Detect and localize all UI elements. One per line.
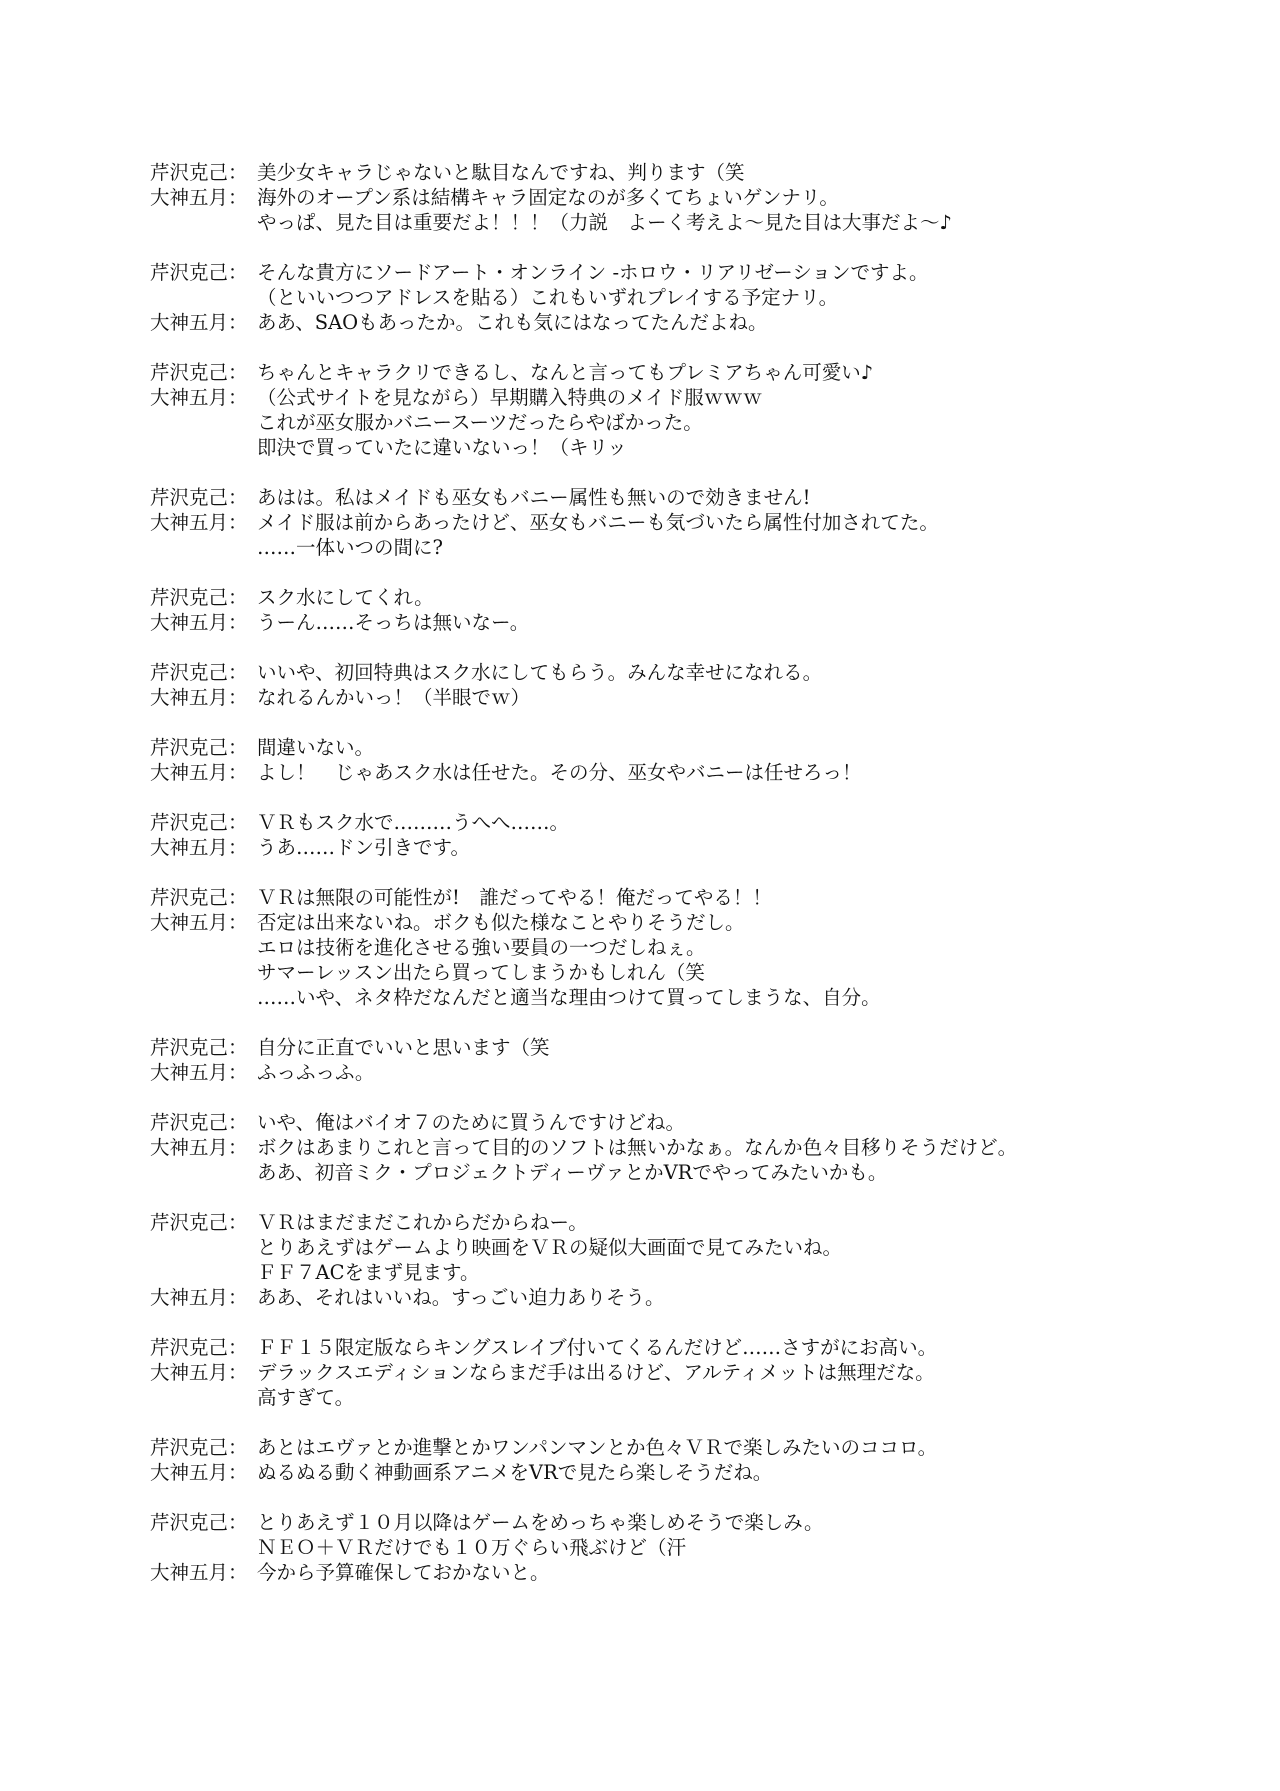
line-text: とりあえず１０月以降はゲームをめっちゃ楽しめそうで楽しみ。 bbox=[257, 1511, 824, 1534]
line-text: 美少女キャラじゃないと駄目なんですね、判ります（笑 bbox=[257, 161, 745, 184]
dialogue-line bbox=[150, 835, 1250, 860]
speaker-name: 芹沢克己： bbox=[150, 1336, 248, 1359]
dialogue-line bbox=[150, 960, 1250, 985]
speaker-name: 芹沢克己： bbox=[150, 736, 248, 759]
dialogue-line bbox=[150, 410, 1250, 435]
line-text: （といいつつアドレスを貼る）これもいずれプレイする予定ナリ。 bbox=[257, 286, 839, 309]
line-text: ぬるぬる動く神動画系アニメをVRで見たら楽しそうだね。 bbox=[257, 1461, 773, 1484]
dialogue-line bbox=[150, 660, 1250, 685]
line-text: 即決で買っていたに違いないっ！（キリッ bbox=[257, 436, 627, 459]
speaker-name: 芹沢克己： bbox=[150, 1211, 248, 1234]
line-text: 間違いない。 bbox=[257, 736, 375, 759]
speaker-name: 大神五月： bbox=[150, 511, 248, 534]
dialogue-exchange bbox=[150, 485, 1250, 560]
speaker-name bbox=[150, 985, 257, 1010]
line-text: ……いや、ネタ枠だなんだと適当な理由つけて買ってしまうな、自分。 bbox=[257, 986, 881, 1009]
dialogue-exchange bbox=[150, 810, 1250, 860]
line-text: ボクはあまりこれと言って目的のソフトは無いかなぁ。なんか色々目移りそうだけど。 bbox=[257, 1136, 1018, 1159]
dialogue-exchange bbox=[150, 1035, 1250, 1085]
speaker-name bbox=[150, 1535, 257, 1560]
dialogue-line bbox=[150, 1110, 1250, 1135]
speaker-name bbox=[150, 410, 257, 435]
line-text: いや、俺はバイオ７のために買うんですけどね。 bbox=[257, 1111, 686, 1134]
dialogue-exchange bbox=[150, 260, 1250, 335]
dialogue-exchange bbox=[150, 585, 1250, 635]
speaker-name: 大神五月： bbox=[150, 761, 248, 784]
line-text: デラックスエディションならまだ手は出るけど、アルティメットは無理だな。 bbox=[257, 1361, 935, 1384]
speaker-name bbox=[150, 935, 257, 960]
dialogue-exchange bbox=[150, 660, 1250, 710]
speaker-name: 大神五月： bbox=[150, 1461, 248, 1484]
speaker-name: 芹沢克己： bbox=[150, 586, 248, 609]
dialogue-line bbox=[150, 1235, 1250, 1260]
dialogue-line bbox=[150, 285, 1250, 310]
line-text: 否定は出来ないね。ボクも似た様なことやりそうだし。 bbox=[257, 911, 745, 934]
speaker-name: 芹沢克己： bbox=[150, 661, 248, 684]
line-text: 自分に正直でいいと思います（笑 bbox=[257, 1036, 550, 1059]
line-text: 海外のオープン系は結構キャラ固定なのが多くてちょいゲンナリ。 bbox=[257, 186, 839, 209]
dialogue-line bbox=[150, 160, 1250, 185]
speaker-name: 芹沢克己： bbox=[150, 886, 248, 909]
dialogue-line bbox=[150, 1160, 1250, 1185]
dialogue-line bbox=[150, 760, 1250, 785]
speaker-name: 大神五月： bbox=[150, 386, 248, 409]
dialogue-line bbox=[150, 685, 1250, 710]
speaker-name: 芹沢克己： bbox=[150, 161, 248, 184]
speaker-name: 大神五月： bbox=[150, 611, 248, 634]
speaker-name: 大神五月： bbox=[150, 836, 248, 859]
line-text: うあ……ドン引きです。 bbox=[257, 836, 470, 859]
line-text: ＶＲもスク水で………うへへ……。 bbox=[257, 811, 570, 834]
dialogue-line bbox=[150, 1285, 1250, 1310]
line-text: うーん……そっちは無いなー。 bbox=[257, 611, 530, 634]
speaker-name bbox=[150, 285, 257, 310]
speaker-name bbox=[150, 1385, 257, 1410]
dialogue-line bbox=[150, 1535, 1250, 1560]
speaker-name: 芹沢克己： bbox=[150, 811, 248, 834]
dialogue-exchange bbox=[150, 1335, 1250, 1410]
dialogue-line bbox=[150, 360, 1250, 385]
dialogue-line bbox=[150, 1560, 1250, 1585]
dialogue-line bbox=[150, 1510, 1250, 1535]
speaker-name bbox=[150, 960, 257, 985]
line-text: ＦＦ７ACをまず見ます。 bbox=[257, 1261, 480, 1284]
dialogue-line bbox=[150, 485, 1250, 510]
line-text: とりあえずはゲームより映画をＶＲの疑似大画面で見てみたいね。 bbox=[257, 1236, 843, 1259]
speaker-name: 芹沢克己： bbox=[150, 1036, 248, 1059]
dialogue-line bbox=[150, 1060, 1250, 1085]
line-text: ああ、SAOもあったか。これも気にはなってたんだよね。 bbox=[257, 311, 768, 334]
dialogue-line bbox=[150, 585, 1250, 610]
dialogue-line bbox=[150, 510, 1250, 535]
dialogue-exchange bbox=[150, 735, 1250, 785]
line-text: ちゃんとキャラクリできるし、なんと言ってもプレミアちゃん可愛い♪ bbox=[257, 361, 874, 384]
line-text: ＶＲは無限の可能性が! 誰だってやる！俺だってやる！！ bbox=[257, 886, 772, 909]
line-text: エロは技術を進化させる強い要員の一つだしねぇ。 bbox=[257, 936, 706, 959]
speaker-name: 芹沢克己： bbox=[150, 1511, 248, 1534]
dialogue-exchange bbox=[150, 1110, 1250, 1185]
dialogue-exchange bbox=[150, 1210, 1250, 1310]
speaker-name: 大神五月： bbox=[150, 311, 248, 334]
dialogue-line bbox=[150, 810, 1250, 835]
dialogue-line bbox=[150, 1335, 1250, 1360]
speaker-name bbox=[150, 535, 257, 560]
speaker-name: 大神五月： bbox=[150, 1361, 248, 1384]
dialogue-exchange bbox=[150, 1510, 1250, 1585]
line-text: あはは。私はメイドも巫女もバニー属性も無いので効きません! bbox=[257, 486, 811, 509]
dialogue-line bbox=[150, 260, 1250, 285]
line-text: スク水にしてくれ。 bbox=[257, 586, 434, 609]
line-text: ああ、それはいいね。すっごい迫力ありそう。 bbox=[257, 1286, 665, 1309]
dialogue-line bbox=[150, 1360, 1250, 1385]
dialogue-line bbox=[150, 935, 1250, 960]
dialogue-line bbox=[150, 1135, 1250, 1160]
line-text: そんな貴方にソードアート・オンライン -ホロウ・リアリゼーションですよ。 bbox=[257, 261, 929, 284]
speaker-name bbox=[150, 1260, 257, 1285]
dialogue-line bbox=[150, 185, 1250, 210]
speaker-name: 大神五月： bbox=[150, 1061, 248, 1084]
speaker-name: 芹沢克己： bbox=[150, 1111, 248, 1134]
dialogue-line bbox=[150, 1460, 1250, 1485]
line-text: なれるんかいっ！（半眼でｗ） bbox=[257, 686, 531, 709]
line-text: ……一体いつの間に? bbox=[257, 536, 443, 559]
line-text: よし！ じゃあスク水は任せた。その分、巫女やバニーは任せろっ！ bbox=[257, 761, 862, 784]
line-text: 今から予算確保しておかないと。 bbox=[257, 1561, 550, 1584]
line-text: これが巫女服かバニースーツだったらやばかった。 bbox=[257, 411, 703, 434]
dialogue-exchange bbox=[150, 1435, 1250, 1485]
line-text: メイド服は前からあったけど、巫女もバニーも気づいたら属性付加されてた。 bbox=[257, 511, 939, 534]
line-text: （公式サイトを見ながら）早期購入特典のメイド服ｗｗｗ bbox=[257, 386, 763, 409]
dialogue-line bbox=[150, 435, 1250, 460]
speaker-name: 大神五月： bbox=[150, 686, 248, 709]
dialogue-line bbox=[150, 385, 1250, 410]
speaker-name bbox=[150, 1160, 257, 1185]
speaker-name bbox=[150, 1235, 257, 1260]
speaker-name: 大神五月： bbox=[150, 911, 248, 934]
line-text: ああ、初音ミク・プロジェクトディーヴァとかVRでやってみたいかも。 bbox=[257, 1161, 888, 1184]
dialogue-line bbox=[150, 885, 1250, 910]
dialogue-line bbox=[150, 1210, 1250, 1235]
dialogue-line bbox=[150, 1385, 1250, 1410]
speaker-name bbox=[150, 435, 257, 460]
dialogue-line bbox=[150, 610, 1250, 635]
dialogue-exchange bbox=[150, 360, 1250, 460]
speaker-name: 大神五月： bbox=[150, 1286, 248, 1309]
speaker-name: 大神五月： bbox=[150, 1561, 248, 1584]
speaker-name bbox=[150, 210, 257, 235]
dialogue-line bbox=[150, 535, 1250, 560]
line-text: あとはエヴァとか進撃とかワンパンマンとか色々ＶＲで楽しみたいのココロ。 bbox=[257, 1436, 938, 1459]
line-text: やっぱ、見た目は重要だよ！！！（力説 よーく考えよ～見た目は大事だよ～♪ bbox=[257, 211, 952, 234]
line-text: ＮＥＯ＋ＶＲだけでも１０万ぐらい飛ぶけど（汗 bbox=[257, 1536, 687, 1559]
line-text: 高すぎて。 bbox=[257, 1386, 355, 1409]
dialogue-line bbox=[150, 310, 1250, 335]
line-text: ＶＲはまだまだこれからだからねー。 bbox=[257, 1211, 588, 1234]
speaker-name: 大神五月： bbox=[150, 1136, 248, 1159]
speaker-name: 大神五月： bbox=[150, 186, 248, 209]
dialogue-line bbox=[150, 1260, 1250, 1285]
dialogue-line bbox=[150, 985, 1250, 1010]
dialogue-line bbox=[150, 1035, 1250, 1060]
dialogue-line bbox=[150, 910, 1250, 935]
dialogue-line bbox=[150, 735, 1250, 760]
dialogue-line bbox=[150, 1435, 1250, 1460]
line-text: いいや、初回特典はスク水にしてもらう。みんな幸せになれる。 bbox=[257, 661, 823, 684]
speaker-name: 芹沢克己： bbox=[150, 261, 248, 284]
dialogue-transcript bbox=[150, 160, 1250, 1610]
dialogue-exchange bbox=[150, 160, 1250, 235]
line-text: ふっふっふ。 bbox=[257, 1061, 375, 1084]
speaker-name: 芹沢克己： bbox=[150, 1436, 248, 1459]
dialogue-line bbox=[150, 210, 1250, 235]
line-text: サマーレッスン出たら買ってしまうかもしれん（笑 bbox=[257, 961, 705, 984]
speaker-name: 芹沢克己： bbox=[150, 361, 248, 384]
dialogue-exchange bbox=[150, 885, 1250, 1010]
speaker-name: 芹沢克己： bbox=[150, 486, 248, 509]
line-text: ＦＦ１５限定版ならキングスレイブ付いてくるんだけど……さすがにお高い。 bbox=[257, 1336, 938, 1359]
